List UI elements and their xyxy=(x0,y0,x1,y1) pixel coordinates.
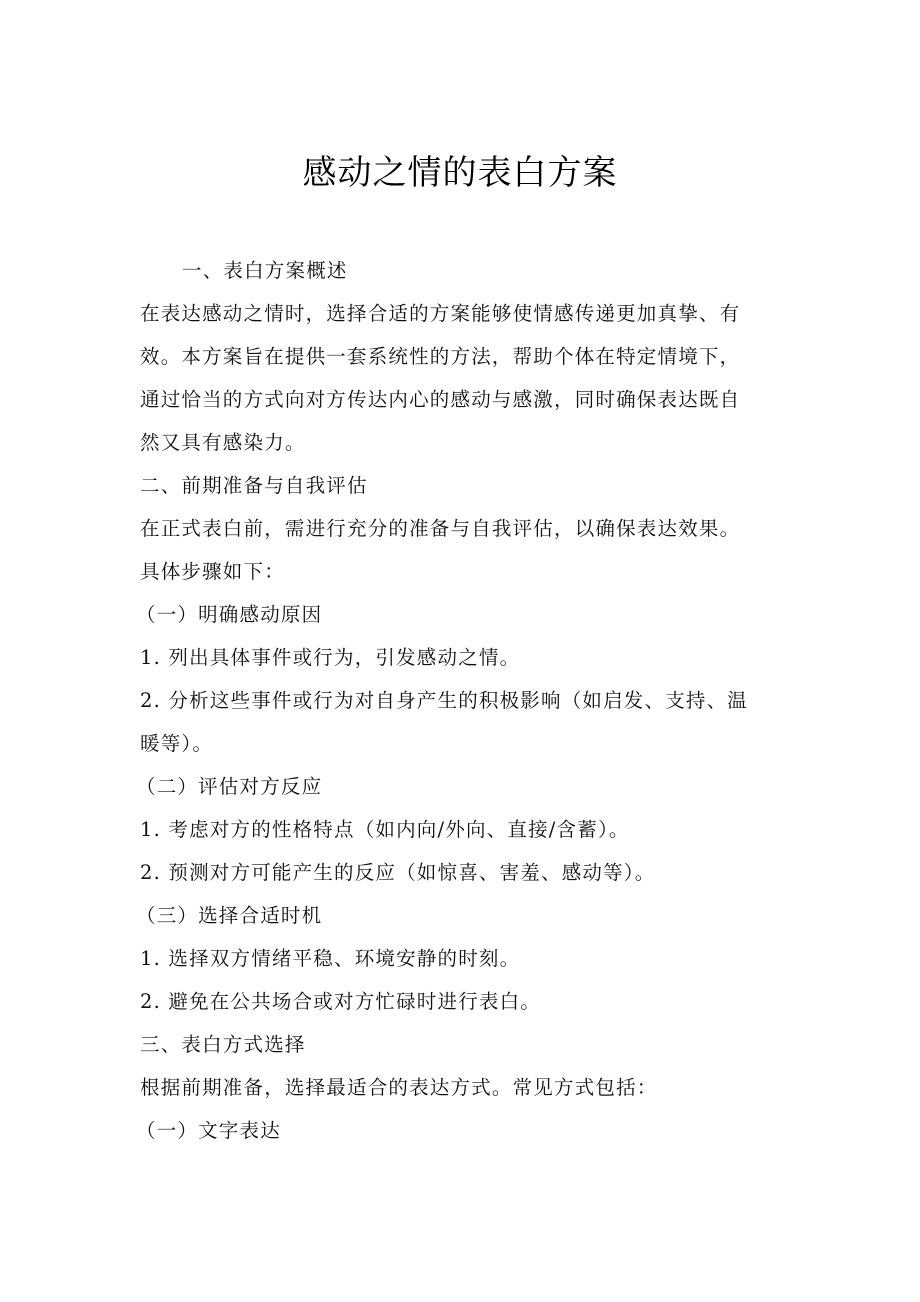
paragraph-line: 在正式表白前，需进行充分的准备与自我评估，以确保表达效果。 xyxy=(140,517,741,540)
list-item: 1. 列出具体事件或行为，引发感动之情。 xyxy=(140,646,521,669)
subheading-text-expression: （一）文字表达 xyxy=(136,1119,281,1142)
section-heading-overview: 一、表白方案概述 xyxy=(182,259,348,282)
list-item: 1. 选择双方情绪平稳、环境安静的时刻。 xyxy=(140,947,521,970)
subheading-timing: （三）选择合适时机 xyxy=(136,904,323,927)
paragraph-line: 具体步骤如下： xyxy=(140,560,285,583)
paragraph-line: 在表达感动之情时，选择合适的方案能够使情感传递更加真挚、有 xyxy=(140,302,741,325)
list-item: 2. 预测对方可能产生的反应（如惊喜、害羞、感动等）。 xyxy=(140,861,656,884)
list-item: 1. 考虑对方的性格特点（如内向/外向、直接/含蓄）。 xyxy=(140,818,630,841)
document-title: 感动之情的表白方案 xyxy=(302,153,618,193)
paragraph-line: 然又具有感染力。 xyxy=(140,431,306,454)
paragraph-line: 效。本方案旨在提供一套系统性的方法，帮助个体在特定情境下， xyxy=(140,345,741,368)
subheading-reaction: （二）评估对方反应 xyxy=(136,775,323,798)
list-item: 2. 避免在公共场合或对方忙碌时进行表白。 xyxy=(140,990,542,1013)
list-item-continuation: 暖等）。 xyxy=(140,732,214,755)
section-heading-preparation: 二、前期准备与自我评估 xyxy=(140,474,368,497)
paragraph-line: 根据前期准备，选择最适合的表达方式。常见方式包括： xyxy=(140,1076,658,1099)
list-item: 2. 分析这些事件或行为对自身产生的积极影响（如启发、支持、温 xyxy=(140,689,749,712)
subheading-reason: （一）明确感动原因 xyxy=(136,603,323,626)
section-heading-methods: 三、表白方式选择 xyxy=(140,1033,306,1056)
paragraph-line: 通过恰当的方式向对方传达内心的感动与感激，同时确保表达既自 xyxy=(140,388,741,411)
